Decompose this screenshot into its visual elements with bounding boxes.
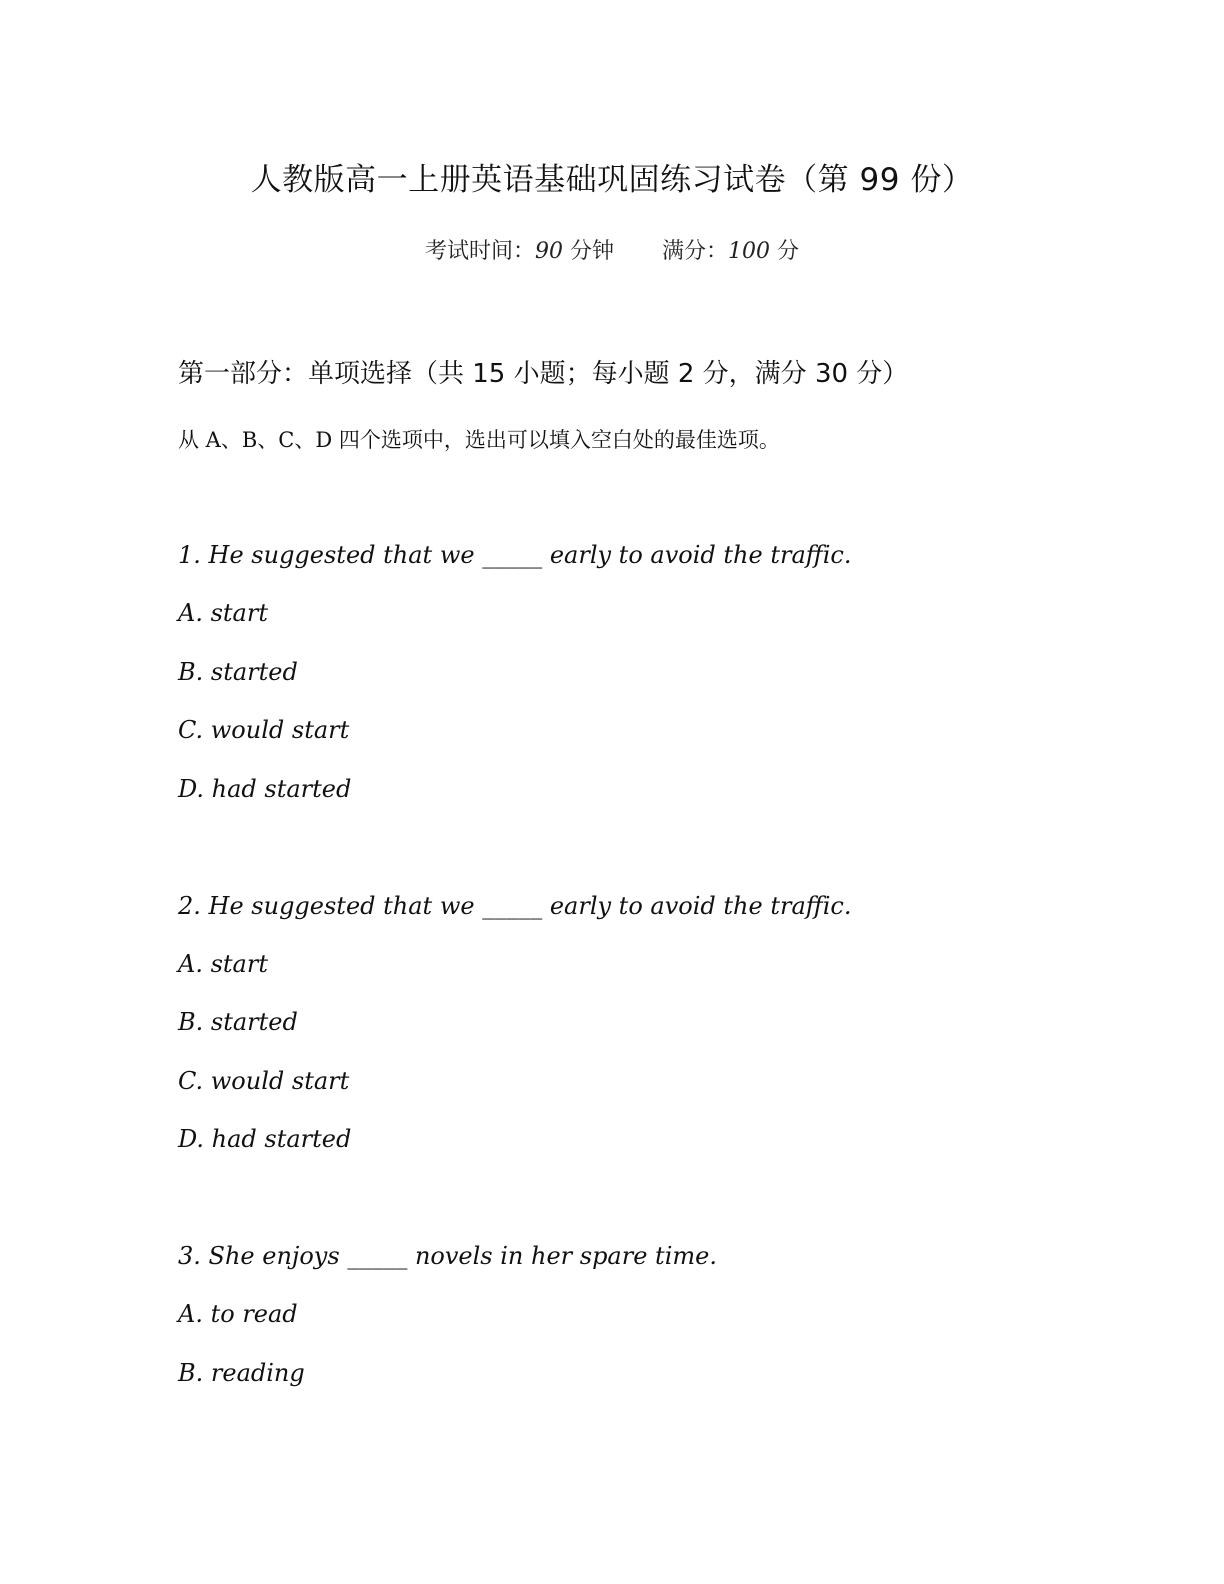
question-2-option-b: B. started bbox=[178, 1008, 298, 1036]
question-1-option-d: D. had started bbox=[178, 775, 352, 803]
section-instruction: 从 A、B、C、D 四个选项中，选出可以填入空白处的最佳选项。 bbox=[178, 428, 780, 452]
question-1-option-c: C. would start bbox=[178, 716, 350, 744]
section-heading: 第一部分：单项选择（共 15 小题；每小题 2 分，满分 30 分） bbox=[178, 359, 909, 389]
question-2-option-a: A. start bbox=[178, 950, 268, 978]
score-unit: 分 bbox=[770, 239, 800, 264]
score-label: 满分： bbox=[662, 239, 729, 264]
question-3-stem: 3. She enjoys _____ novels in her spare time. bbox=[178, 1242, 717, 1270]
question-3-option-a: A. to read bbox=[178, 1300, 298, 1328]
question-2-stem: 2. He suggested that we _____ early to avoid the traffic. bbox=[178, 892, 852, 920]
time-unit: 分钟 bbox=[563, 239, 614, 264]
question-2-option-c: C. would start bbox=[178, 1067, 350, 1095]
score-value: 100 bbox=[728, 239, 771, 264]
exam-title: 人教版高一上册英语基础巩固练习试卷（第 99 份） bbox=[250, 162, 974, 198]
question-1-stem: 1. He suggested that we _____ early to avoid the traffic. bbox=[178, 541, 852, 569]
question-2-option-d: D. had started bbox=[178, 1125, 352, 1153]
question-3-option-b: B. reading bbox=[178, 1359, 305, 1387]
question-1-option-b: B. started bbox=[178, 658, 298, 686]
exam-meta bbox=[0, 236, 1224, 268]
question-1-option-a: A. start bbox=[178, 599, 268, 627]
time-value: 90 bbox=[535, 239, 563, 264]
time-label: 考试时间： bbox=[424, 239, 535, 264]
